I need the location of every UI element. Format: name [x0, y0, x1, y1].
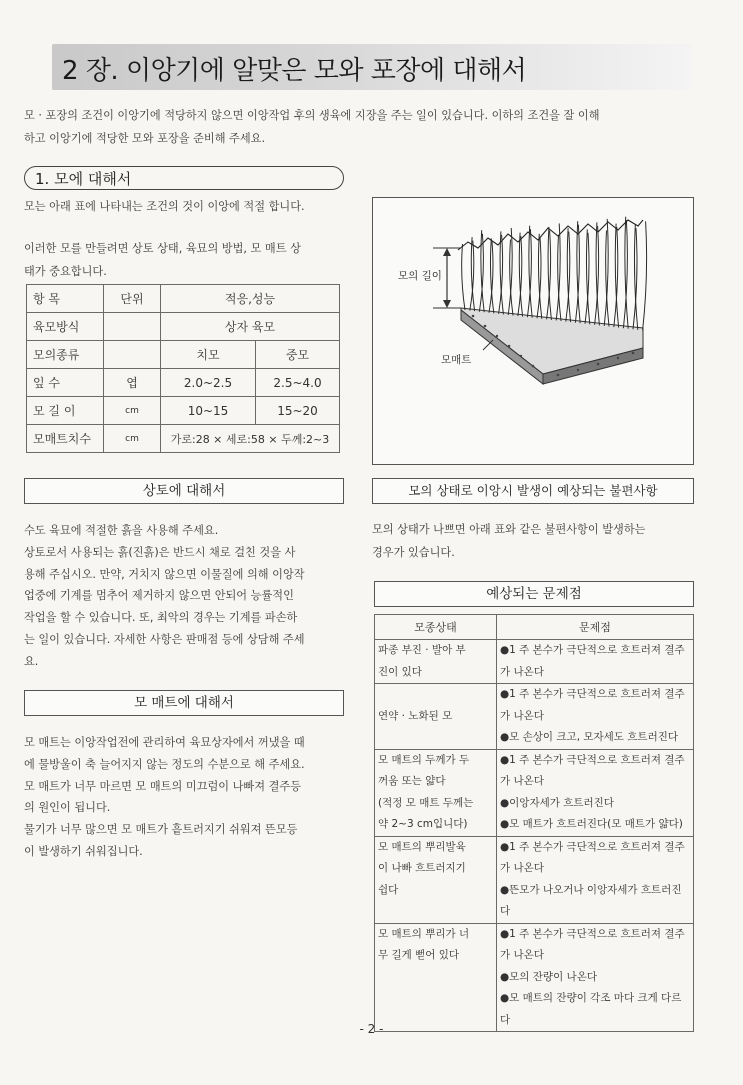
text-line: ●1 주 본수가 극단적으로 흐트러져 결주 [500, 927, 685, 940]
table-row [375, 640, 694, 684]
table-row [375, 923, 694, 1032]
text-line: 의 원인이 됩니다. [24, 801, 111, 815]
table-row [375, 836, 694, 923]
intro-line: 모 · 포장의 조건이 이앙기에 적당하지 않으면 이앙작업 후의 생육에 지장을 주는 일이 있습니다. 이하의 조건을 잘 이해 [24, 109, 600, 122]
state-paragraph [372, 518, 702, 564]
page-title: 2 장. 이앙기에 알맞은 모와 포장에 대해서 [62, 56, 527, 86]
text-line: 모 매트의 뿌리발육 [378, 840, 466, 853]
text-line: ●모 손상이 크고, 모자세도 흐트러진다 [500, 731, 678, 743]
text-line: 요. [24, 654, 39, 668]
table-header-row [375, 615, 694, 640]
text-line: 작업을 할 수 있습니다. 또, 최악의 경우는 기계를 파손하 [24, 611, 298, 625]
table-row [27, 341, 340, 369]
text-line: 태가 중요합니다. [24, 265, 107, 278]
text-line: ●모 매트의 잔량이 각조 마다 크게 다르 [500, 992, 682, 1004]
section-heading-soil: 상토에 대해서 [24, 478, 344, 504]
text-line: 꺼움 또는 얇다 [378, 775, 446, 787]
header-value: 적응,성능 [161, 285, 340, 313]
text-line: ●뜬모가 나오거나 이앙자세가 흐트러진 [500, 883, 682, 896]
header-unit: 단위 [104, 285, 161, 313]
problems-table [374, 614, 694, 1032]
table-header-row [27, 285, 340, 313]
text-line: 진이 있다 [378, 665, 422, 678]
row-item: 모 길 이 [27, 397, 104, 425]
problem-cell [497, 640, 694, 684]
text-line: 물기가 너무 많으면 모 매트가 흩트러지기 쉬워져 뜬모등 [24, 823, 298, 837]
mat-paragraph [24, 732, 354, 863]
text-line: ●1 주 본수가 극단적으로 흐트러져 결주 [500, 753, 685, 766]
text-line: 업중에 기계를 멈추어 제거하지 않으면 안되어 능률적인 [24, 589, 294, 603]
text-line: ●1 주 본수가 극단적으로 흐트러져 결주 [500, 688, 685, 700]
problem-cell [497, 923, 694, 1032]
row-unit [104, 341, 161, 369]
text-line: ●이앙자세가 흐트러진다 [500, 796, 614, 809]
text-line: 무 길게 뻗어 있다 [378, 949, 460, 961]
text-line: ●모의 잔량이 나온다 [500, 970, 597, 983]
intro-line: 하고 이앙기에 적당한 모와 포장을 준비해 주세요. [24, 132, 266, 145]
table-row [27, 369, 340, 397]
row-value: 가로:28 × 세로:58 × 두께:2~3 [161, 425, 340, 453]
row-value-1: 2.0~2.5 [161, 369, 256, 397]
row-unit: cm [104, 425, 161, 453]
section-heading-state: 모의 상태로 이앙시 발생이 예상되는 불편사항 [372, 478, 694, 504]
text-line: 모 매트는 이앙작업전에 관리하여 육묘상자에서 꺼냈을 때 [24, 736, 305, 749]
seedling-spec-table [26, 284, 340, 453]
section1-para2 [24, 237, 354, 283]
condition-cell [375, 749, 497, 836]
problem-cell [497, 684, 694, 750]
row-value: 상자 육모 [161, 313, 340, 341]
row-value-2: 2.5~4.0 [256, 369, 340, 397]
row-item: 모매트치수 [27, 425, 104, 453]
problem-cell [497, 836, 694, 923]
figure-label-seedling-mat: 모매트 [441, 354, 472, 366]
problem-cell [497, 749, 694, 836]
text-line: 연약 · 노화된 모 [378, 709, 453, 722]
text-line: 쉽다 [378, 883, 399, 896]
text-line: ●모 매트가 흐트러진다(모 매트가 얇다) [500, 818, 683, 830]
text-line: ●1 주 본수가 극단적으로 흐트러져 결주 [500, 840, 685, 853]
text-line: 이러한 모를 만들려면 상토 상태, 육묘의 방법, 모 매트 상 [24, 242, 301, 255]
table-row [27, 397, 340, 425]
header-condition: 모종상태 [375, 615, 497, 640]
table-row [27, 313, 340, 341]
row-item: 모의종류 [27, 341, 104, 369]
text-line: 파종 부진 · 발아 부 [378, 644, 466, 656]
table-row [375, 684, 694, 750]
intro-paragraph [24, 104, 704, 150]
text-line: ●1 주 본수가 극단적으로 흐트러져 결주 [500, 644, 685, 656]
figure-label-seedling-length: 모의 길이 [398, 270, 442, 282]
row-unit: 엽 [104, 369, 161, 397]
text-line: (적정 모 매트 두께는 [378, 796, 474, 809]
text-line: 용해 주십시오. 만약, 거치지 않으면 이물질에 의해 이앙작 [24, 567, 305, 581]
header-item: 항 목 [27, 285, 104, 313]
table-row [27, 425, 340, 453]
section1-para1: 모는 아래 표에 나타내는 조건의 것이 이앙에 적절 합니다. [24, 200, 305, 213]
row-value-2: 15~20 [256, 397, 340, 425]
text-line: 이 나빠 흐트러지기 [378, 862, 466, 874]
text-line: 에 물방울이 축 늘어지지 않는 정도의 수분으로 해 주세요. [24, 757, 305, 771]
section-heading-seedling: 1. 모에 대해서 [24, 166, 344, 190]
text-line: 다 [500, 905, 511, 917]
problems-heading: 예상되는 문제점 [374, 581, 694, 607]
row-value-1: 10~15 [161, 397, 256, 425]
seedling-mat-figure [372, 197, 694, 465]
text-line: 모의 상태가 나쁘면 아래 표와 같은 불편사항이 발생하는 [372, 523, 646, 536]
row-unit: cm [104, 397, 161, 425]
condition-cell [375, 923, 497, 1032]
row-unit [104, 313, 161, 341]
row-value-2: 중모 [256, 341, 340, 369]
page-number: - 2 - [359, 1022, 384, 1036]
header-problem: 문제점 [497, 615, 694, 640]
condition-cell [375, 640, 497, 684]
row-item: 잎 수 [27, 369, 104, 397]
row-item: 육모방식 [27, 313, 104, 341]
text-line: 다 [500, 1013, 511, 1026]
text-line: 는 일이 있습니다. 자세한 사항은 판매점 등에 상담해 주세 [24, 632, 305, 646]
text-line: 가 나온다 [500, 862, 544, 874]
soil-paragraph [24, 520, 354, 673]
text-line: 수도 육묘에 적절한 흙을 사용해 주세요. [24, 524, 219, 537]
text-line: 이 발생하기 쉬워집니다. [24, 844, 143, 858]
text-line: 상토로서 사용되는 흙(진흙)은 반드시 채로 걸친 것을 사 [24, 545, 296, 559]
row-value-1: 치모 [161, 341, 256, 369]
table-row [375, 749, 694, 836]
text-line: 가 나온다 [500, 775, 544, 787]
text-line: 경우가 있습니다. [372, 546, 455, 559]
text-line: 가 나온다 [500, 949, 544, 961]
text-line: 모 매트의 두께가 두 [378, 753, 470, 766]
text-line: 가 나온다 [500, 665, 544, 678]
condition-cell [375, 684, 497, 750]
text-line: 약 2~3 cm입니다) [378, 818, 468, 830]
text-line: 가 나온다 [500, 709, 544, 722]
condition-cell [375, 836, 497, 923]
text-line: 모 매트의 뿌리가 너 [378, 927, 470, 940]
section-heading-mat: 모 매트에 대해서 [24, 690, 344, 716]
text-line: 모 매트가 너무 마르면 모 매트의 미끄럼이 나빠져 결주등 [24, 779, 302, 793]
seedling-mat-illustration [373, 198, 693, 464]
